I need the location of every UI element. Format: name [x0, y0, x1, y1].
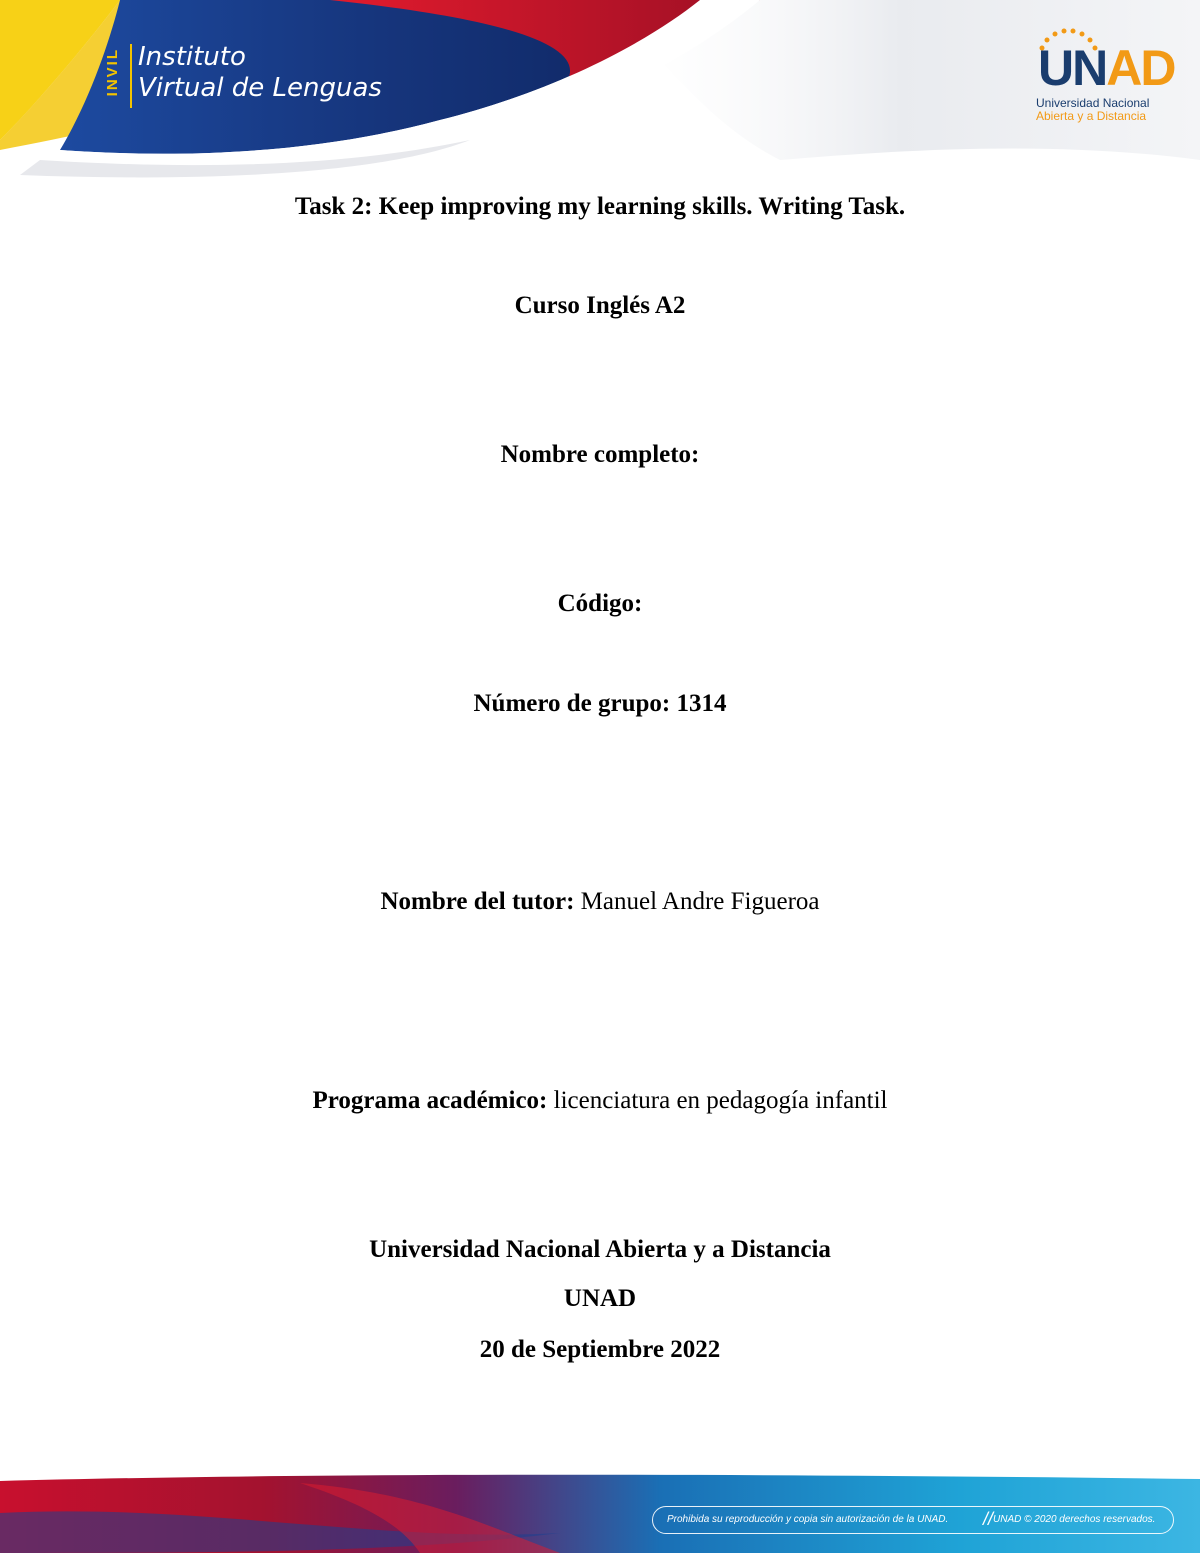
code-label: Código:: [557, 590, 643, 617]
tutor-name: [0, 887, 1200, 917]
group-number-label: Número de grupo:: [473, 690, 671, 717]
full-name-label: Nombre completo:: [500, 441, 700, 468]
university-logo-wordmark: [1038, 42, 1174, 94]
page-header-banner: [0, 0, 1200, 200]
logo-subtitle-line2: Abierta y a Distancia: [1036, 109, 1147, 123]
tutor-name-value: Manuel Andre Figueroa: [580, 888, 820, 915]
tutor-name-label: Nombre del tutor:: [380, 888, 575, 915]
group-number-value: 1314: [676, 690, 727, 717]
academic-program: [0, 1086, 1200, 1116]
page-footer-banner: [0, 1473, 1200, 1553]
academic-program-label: Programa académico:: [312, 1087, 548, 1114]
university-logo: [1030, 28, 1175, 128]
document-title: Task 2: Keep improving my learning skills. Writing Task.: [294, 193, 906, 220]
institute-logo-divider: [130, 44, 132, 108]
footer-separator: //: [983, 1509, 994, 1529]
academic-program-value: licenciatura en pedagogía infantil: [553, 1087, 888, 1114]
logo-word-ad: AD: [1106, 40, 1175, 96]
institute-name-line1: Instituto: [138, 42, 246, 72]
university-acronym: UNAD: [563, 1285, 637, 1312]
footer-copyright-notice: [652, 1506, 1174, 1534]
footer-rights-notice: UNAD © 2020 derechos reservados.: [993, 1514, 1156, 1525]
institute-name-line2: Virtual de Lenguas: [138, 73, 382, 103]
university-name: Universidad Nacional Abierta y a Distancia: [369, 1236, 831, 1263]
institute-name: [138, 42, 382, 104]
group-number: [0, 689, 1200, 719]
logo-word-un: UN: [1038, 40, 1107, 96]
document-date: 20 de Septiembre 2022: [479, 1336, 721, 1363]
footer-reproduction-notice: Prohibida su reproducción y copia sin autorización de la UNAD.: [667, 1514, 949, 1525]
course-name: Curso Inglés A2: [514, 292, 686, 319]
institute-abbr: INVIL: [104, 48, 121, 97]
logo-subtitle-line1: Universidad Nacional: [1036, 96, 1150, 110]
